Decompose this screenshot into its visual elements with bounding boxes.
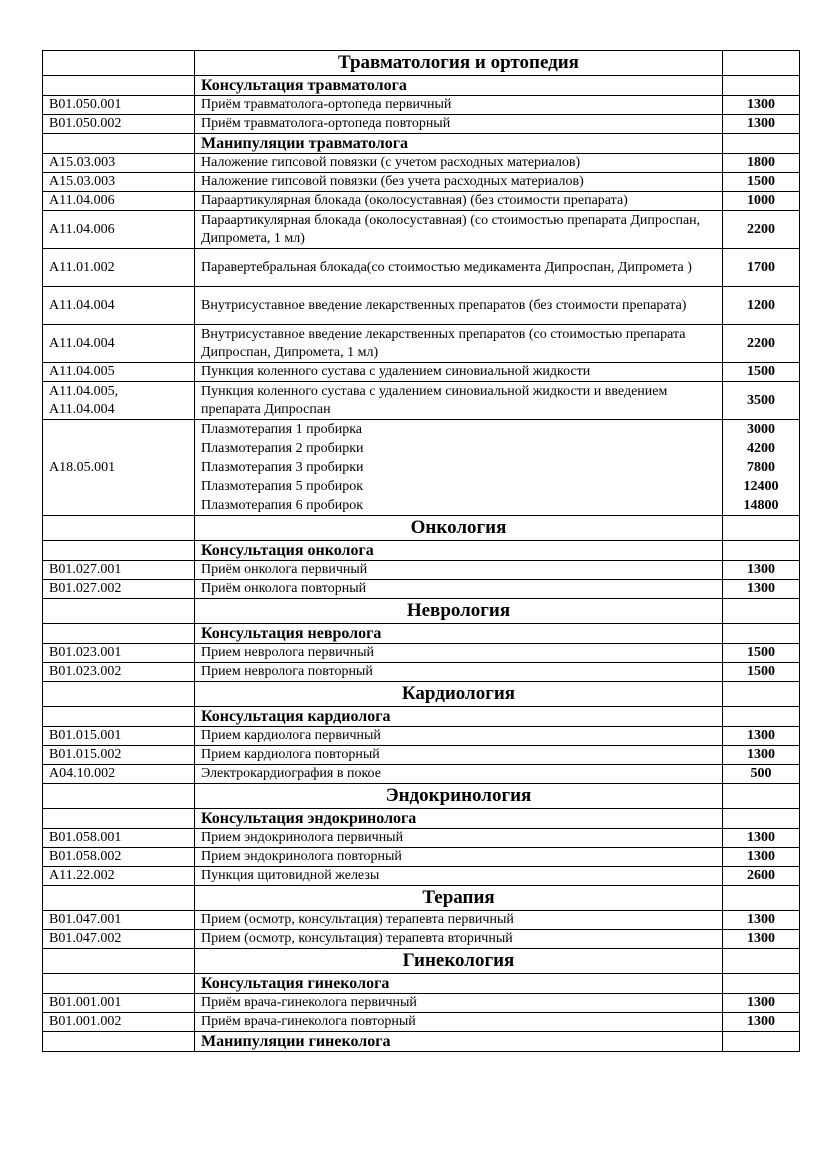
service-name: Пункция коленного сустава с удалением синовиальной жидкости и введением препарата Дипроспан <box>195 382 723 420</box>
service-price: 1800 <box>723 154 800 173</box>
service-name: Плазмотерапия 5 пробирок <box>201 479 364 494</box>
subsection-title: Консультация невролога <box>195 624 723 644</box>
subsection-title: Консультация кардиолога <box>195 707 723 727</box>
service-price: 14800 <box>743 498 779 513</box>
service-code: A11.04.004 <box>43 325 195 363</box>
table-row <box>43 363 800 382</box>
service-price: 2200 <box>723 211 800 249</box>
code-cell <box>43 599 195 624</box>
table-row <box>43 727 800 746</box>
price-cell <box>723 1032 800 1052</box>
service-price: 1200 <box>723 287 800 325</box>
price-list-table <box>42 50 800 1052</box>
section-title: Неврология <box>195 599 723 624</box>
service-price: 1300 <box>723 115 800 134</box>
service-code: B01.058.001 <box>43 829 195 848</box>
service-name: Прием (осмотр, консультация) терапевта вторичный <box>195 930 723 949</box>
table-row-plasma <box>43 420 800 516</box>
service-price: 2600 <box>723 867 800 886</box>
service-name: Пункция щитовидной железы <box>195 867 723 886</box>
price-cell <box>723 599 800 624</box>
code-cell <box>43 516 195 541</box>
service-price: 2200 <box>723 325 800 363</box>
code-cell <box>43 624 195 644</box>
subsection-header-row <box>43 624 800 644</box>
service-name: Паравертебральная блокада(со стоимостью медикамента Дипроспан, Дипромета ) <box>195 249 723 287</box>
service-code: B01.001.002 <box>43 1013 195 1032</box>
table-row <box>43 765 800 784</box>
service-code: B01.001.001 <box>43 994 195 1013</box>
table-row <box>43 663 800 682</box>
service-code: B01.047.002 <box>43 930 195 949</box>
table-row <box>43 848 800 867</box>
service-name: Приём врача-гинеколога первичный <box>195 994 723 1013</box>
price-cell <box>723 707 800 727</box>
service-price: 1300 <box>723 746 800 765</box>
section-header-row <box>43 784 800 809</box>
service-name: Приём травматолога-ортопеда повторный <box>195 115 723 134</box>
service-name: Прием эндокринолога первичный <box>195 829 723 848</box>
service-code: A18.05.001 <box>43 420 195 516</box>
table-row <box>43 867 800 886</box>
code-cell <box>43 809 195 829</box>
code-cell <box>43 134 195 154</box>
code-cell <box>43 886 195 911</box>
section-title: Терапия <box>195 886 723 911</box>
table-row <box>43 287 800 325</box>
section-title: Травматология и ортопедия <box>195 51 723 76</box>
service-name: Параартикулярная блокада (околосуставная) (без стоимости препарата) <box>195 192 723 211</box>
service-price: 3000 <box>747 422 775 437</box>
price-cell <box>723 949 800 974</box>
service-name: Прием кардиолога первичный <box>195 727 723 746</box>
table-row <box>43 154 800 173</box>
service-name: Приём врача-гинеколога повторный <box>195 1013 723 1032</box>
service-code: B01.015.001 <box>43 727 195 746</box>
service-name: Приём травматолога-ортопеда первичный <box>195 96 723 115</box>
price-cell <box>723 682 800 707</box>
table-row <box>43 930 800 949</box>
section-header-row <box>43 682 800 707</box>
service-price: 1500 <box>723 173 800 192</box>
service-price: 1000 <box>723 192 800 211</box>
table-row <box>43 211 800 249</box>
service-price: 1300 <box>723 561 800 580</box>
service-name: Плазмотерапия 2 пробирки <box>201 441 364 456</box>
subsection-header-row <box>43 76 800 96</box>
table-row <box>43 96 800 115</box>
code-cell <box>43 541 195 561</box>
service-name: Прием эндокринолога повторный <box>195 848 723 867</box>
price-cell <box>723 51 800 76</box>
subsection-title: Консультация эндокринолога <box>195 809 723 829</box>
section-header-row <box>43 599 800 624</box>
service-price: 12400 <box>743 479 779 494</box>
table-row <box>43 911 800 930</box>
code-cell <box>43 784 195 809</box>
service-name: Параартикулярная блокада (околосуставная) (со стоимостью препарата Дипроспан, Дипромета, 1 мл) <box>195 211 723 249</box>
service-code: B01.027.001 <box>43 561 195 580</box>
service-name: Прием невролога первичный <box>195 644 723 663</box>
subsection-header-row <box>43 134 800 154</box>
service-price: 1700 <box>723 249 800 287</box>
code-cell <box>43 707 195 727</box>
plasma-names <box>195 420 723 516</box>
service-price: 1500 <box>723 644 800 663</box>
service-code: B01.050.001 <box>43 96 195 115</box>
service-code: A11.22.002 <box>43 867 195 886</box>
service-code: B01.015.002 <box>43 746 195 765</box>
section-header-row <box>43 51 800 76</box>
service-name: Внутрисуставное введение лекарственных препаратов (со стоимостью препарата Дипроспан, Дипромета, 1 мл) <box>195 325 723 363</box>
service-price: 1300 <box>723 96 800 115</box>
service-name: Прием кардиолога повторный <box>195 746 723 765</box>
table-row <box>43 829 800 848</box>
price-cell <box>723 76 800 96</box>
table-row <box>43 325 800 363</box>
table-row <box>43 173 800 192</box>
service-name: Внутрисуставное введение лекарственных препаратов (без стоимости препарата) <box>195 287 723 325</box>
service-price: 7800 <box>747 460 775 475</box>
service-name: Наложение гипсовой повязки (без учета расходных материалов) <box>195 173 723 192</box>
service-price: 1300 <box>723 1013 800 1032</box>
service-price: 1300 <box>723 829 800 848</box>
service-price: 1300 <box>723 994 800 1013</box>
service-name: Приём онколога повторный <box>195 580 723 599</box>
service-code: B01.027.002 <box>43 580 195 599</box>
service-name: Плазмотерапия 3 пробирки <box>201 460 364 475</box>
code-cell <box>43 1032 195 1052</box>
service-code: B01.023.002 <box>43 663 195 682</box>
code-cell <box>43 949 195 974</box>
service-code: A11.04.005 <box>43 363 195 382</box>
subsection-header-row <box>43 707 800 727</box>
subsection-title: Консультация онколога <box>195 541 723 561</box>
table-row <box>43 249 800 287</box>
service-price: 1300 <box>723 848 800 867</box>
service-name: Электрокардиография в покое <box>195 765 723 784</box>
subsection-title: Манипуляции гинеколога <box>195 1032 723 1052</box>
service-price: 1300 <box>723 930 800 949</box>
price-cell <box>723 516 800 541</box>
service-price: 1300 <box>723 580 800 599</box>
service-price: 1300 <box>723 911 800 930</box>
price-cell <box>723 886 800 911</box>
service-name: Наложение гипсовой повязки (с учетом расходных материалов) <box>195 154 723 173</box>
price-list-body <box>43 51 800 1052</box>
price-cell <box>723 974 800 994</box>
service-code: B01.050.002 <box>43 115 195 134</box>
code-cell <box>43 76 195 96</box>
subsection-title: Консультация травматолога <box>195 76 723 96</box>
table-row <box>43 994 800 1013</box>
service-code: A11.04.004 <box>43 287 195 325</box>
code-cell <box>43 974 195 994</box>
service-code: A11.01.002 <box>43 249 195 287</box>
table-row <box>43 1013 800 1032</box>
price-cell <box>723 541 800 561</box>
table-row <box>43 644 800 663</box>
subsection-title: Консультация гинеколога <box>195 974 723 994</box>
service-price: 1500 <box>723 663 800 682</box>
service-code: A11.04.006 <box>43 211 195 249</box>
price-cell <box>723 809 800 829</box>
service-price: 1300 <box>723 727 800 746</box>
service-price: 4200 <box>747 441 775 456</box>
subsection-header-row <box>43 541 800 561</box>
service-name: Плазмотерапия 6 пробирок <box>201 498 364 513</box>
table-row <box>43 382 800 420</box>
plasma-prices <box>723 420 800 516</box>
subsection-header-row <box>43 809 800 829</box>
service-name: Пункция коленного сустава с удалением синовиальной жидкости <box>195 363 723 382</box>
table-row <box>43 561 800 580</box>
service-code: A15.03.003 <box>43 154 195 173</box>
service-code: B01.047.001 <box>43 911 195 930</box>
service-name: Прием невролога повторный <box>195 663 723 682</box>
service-code: B01.058.002 <box>43 848 195 867</box>
service-name: Плазмотерапия 1 пробирка <box>201 422 363 437</box>
subsection-header-row <box>43 974 800 994</box>
service-code: A11.04.005, A11.04.004 <box>43 382 195 420</box>
section-header-row <box>43 516 800 541</box>
code-cell <box>43 682 195 707</box>
code-cell <box>43 51 195 76</box>
section-title: Эндокринология <box>195 784 723 809</box>
table-row <box>43 580 800 599</box>
section-title: Онкология <box>195 516 723 541</box>
section-header-row <box>43 886 800 911</box>
price-cell <box>723 134 800 154</box>
service-price: 3500 <box>723 382 800 420</box>
service-name: Прием (осмотр, консультация) терапевта первичный <box>195 911 723 930</box>
price-cell <box>723 784 800 809</box>
price-cell <box>723 624 800 644</box>
service-price: 500 <box>723 765 800 784</box>
service-code: B01.023.001 <box>43 644 195 663</box>
table-row <box>43 746 800 765</box>
service-code: A15.03.003 <box>43 173 195 192</box>
section-header-row <box>43 949 800 974</box>
service-code: A11.04.006 <box>43 192 195 211</box>
service-price: 1500 <box>723 363 800 382</box>
subsection-title: Манипуляции травматолога <box>195 134 723 154</box>
section-title: Кардиология <box>195 682 723 707</box>
table-row <box>43 192 800 211</box>
section-title: Гинекология <box>195 949 723 974</box>
table-row <box>43 115 800 134</box>
service-name: Приём онколога первичный <box>195 561 723 580</box>
subsection-header-row <box>43 1032 800 1052</box>
service-code: A04.10.002 <box>43 765 195 784</box>
